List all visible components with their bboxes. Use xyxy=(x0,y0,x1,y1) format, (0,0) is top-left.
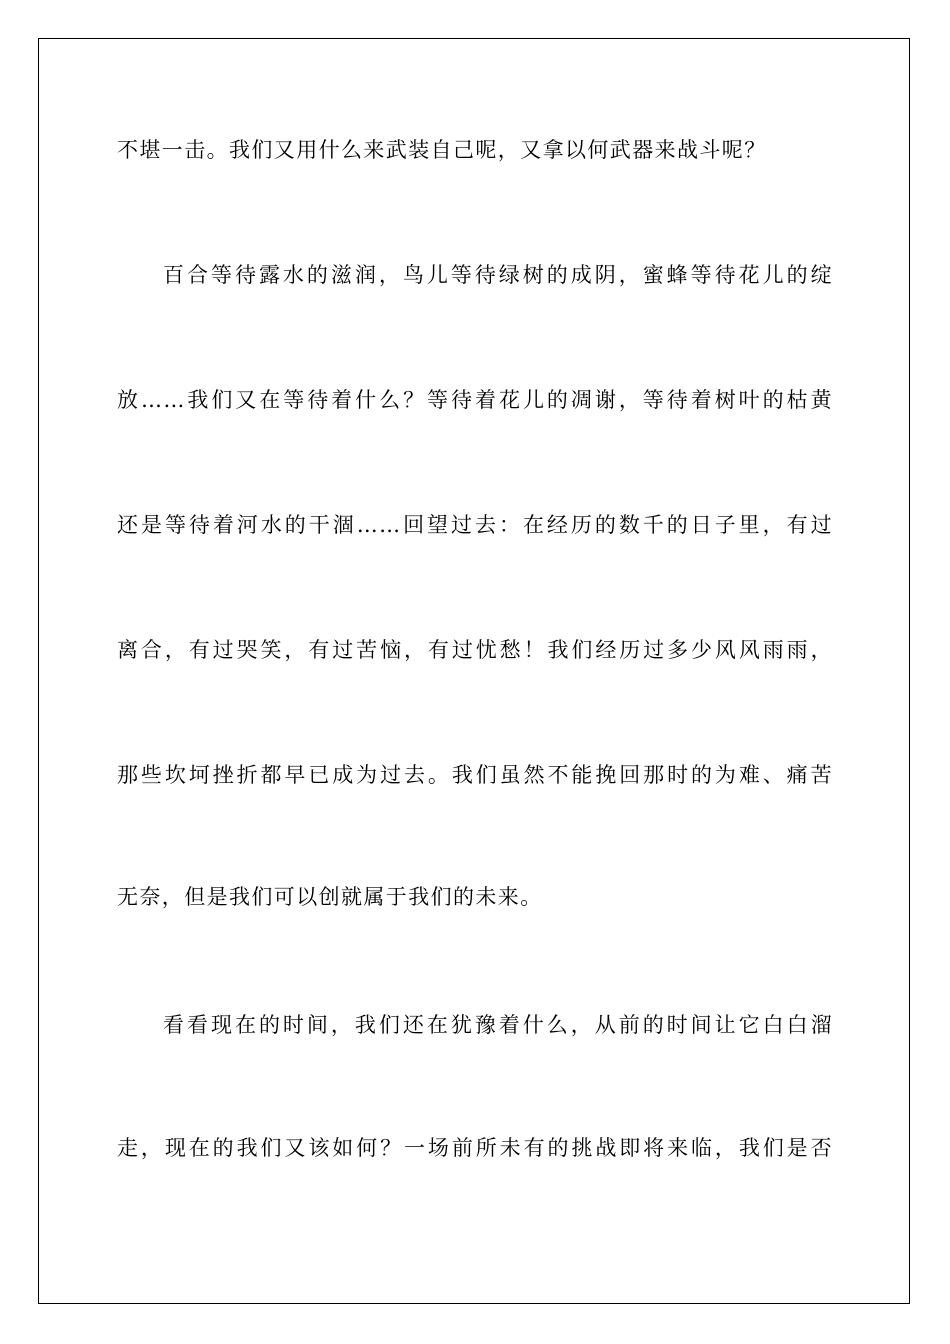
page-border xyxy=(38,38,910,1304)
text-line-2: 百合等待露水的滋润，鸟儿等待绿树的成阴，蜜蜂等待花儿的绽 xyxy=(163,263,833,287)
text-line-8: 看看现在的时间，我们还在犹豫着什么，从前的时间让它白白溜 xyxy=(163,1013,833,1037)
text-line-9: 走，现在的我们又该如何？一场前所未有的挑战即将来临，我们是否 xyxy=(117,1136,833,1160)
text-line-7: 无奈，但是我们可以创就属于我们的未来。 xyxy=(117,885,543,909)
text-line-1: 不堪一击。我们又用什么来武装自己呢，又拿以何武器来战斗呢？ xyxy=(117,138,767,162)
text-line-4: 还是等待着河水的干涸……回望过去：在经历的数千的日子里，有过 xyxy=(117,513,833,537)
text-line-6: 那些坎坷挫折都早已成为过去。我们虽然不能挽回那时的为难、痛苦 xyxy=(117,763,833,787)
text-line-5: 离合，有过哭笑，有过苦恼，有过忧愁！我们经历过多少风风雨雨， xyxy=(117,638,833,662)
text-line-3: 放……我们又在等待着什么？等待着花儿的凋谢，等待着树叶的枯黄 xyxy=(117,388,833,412)
